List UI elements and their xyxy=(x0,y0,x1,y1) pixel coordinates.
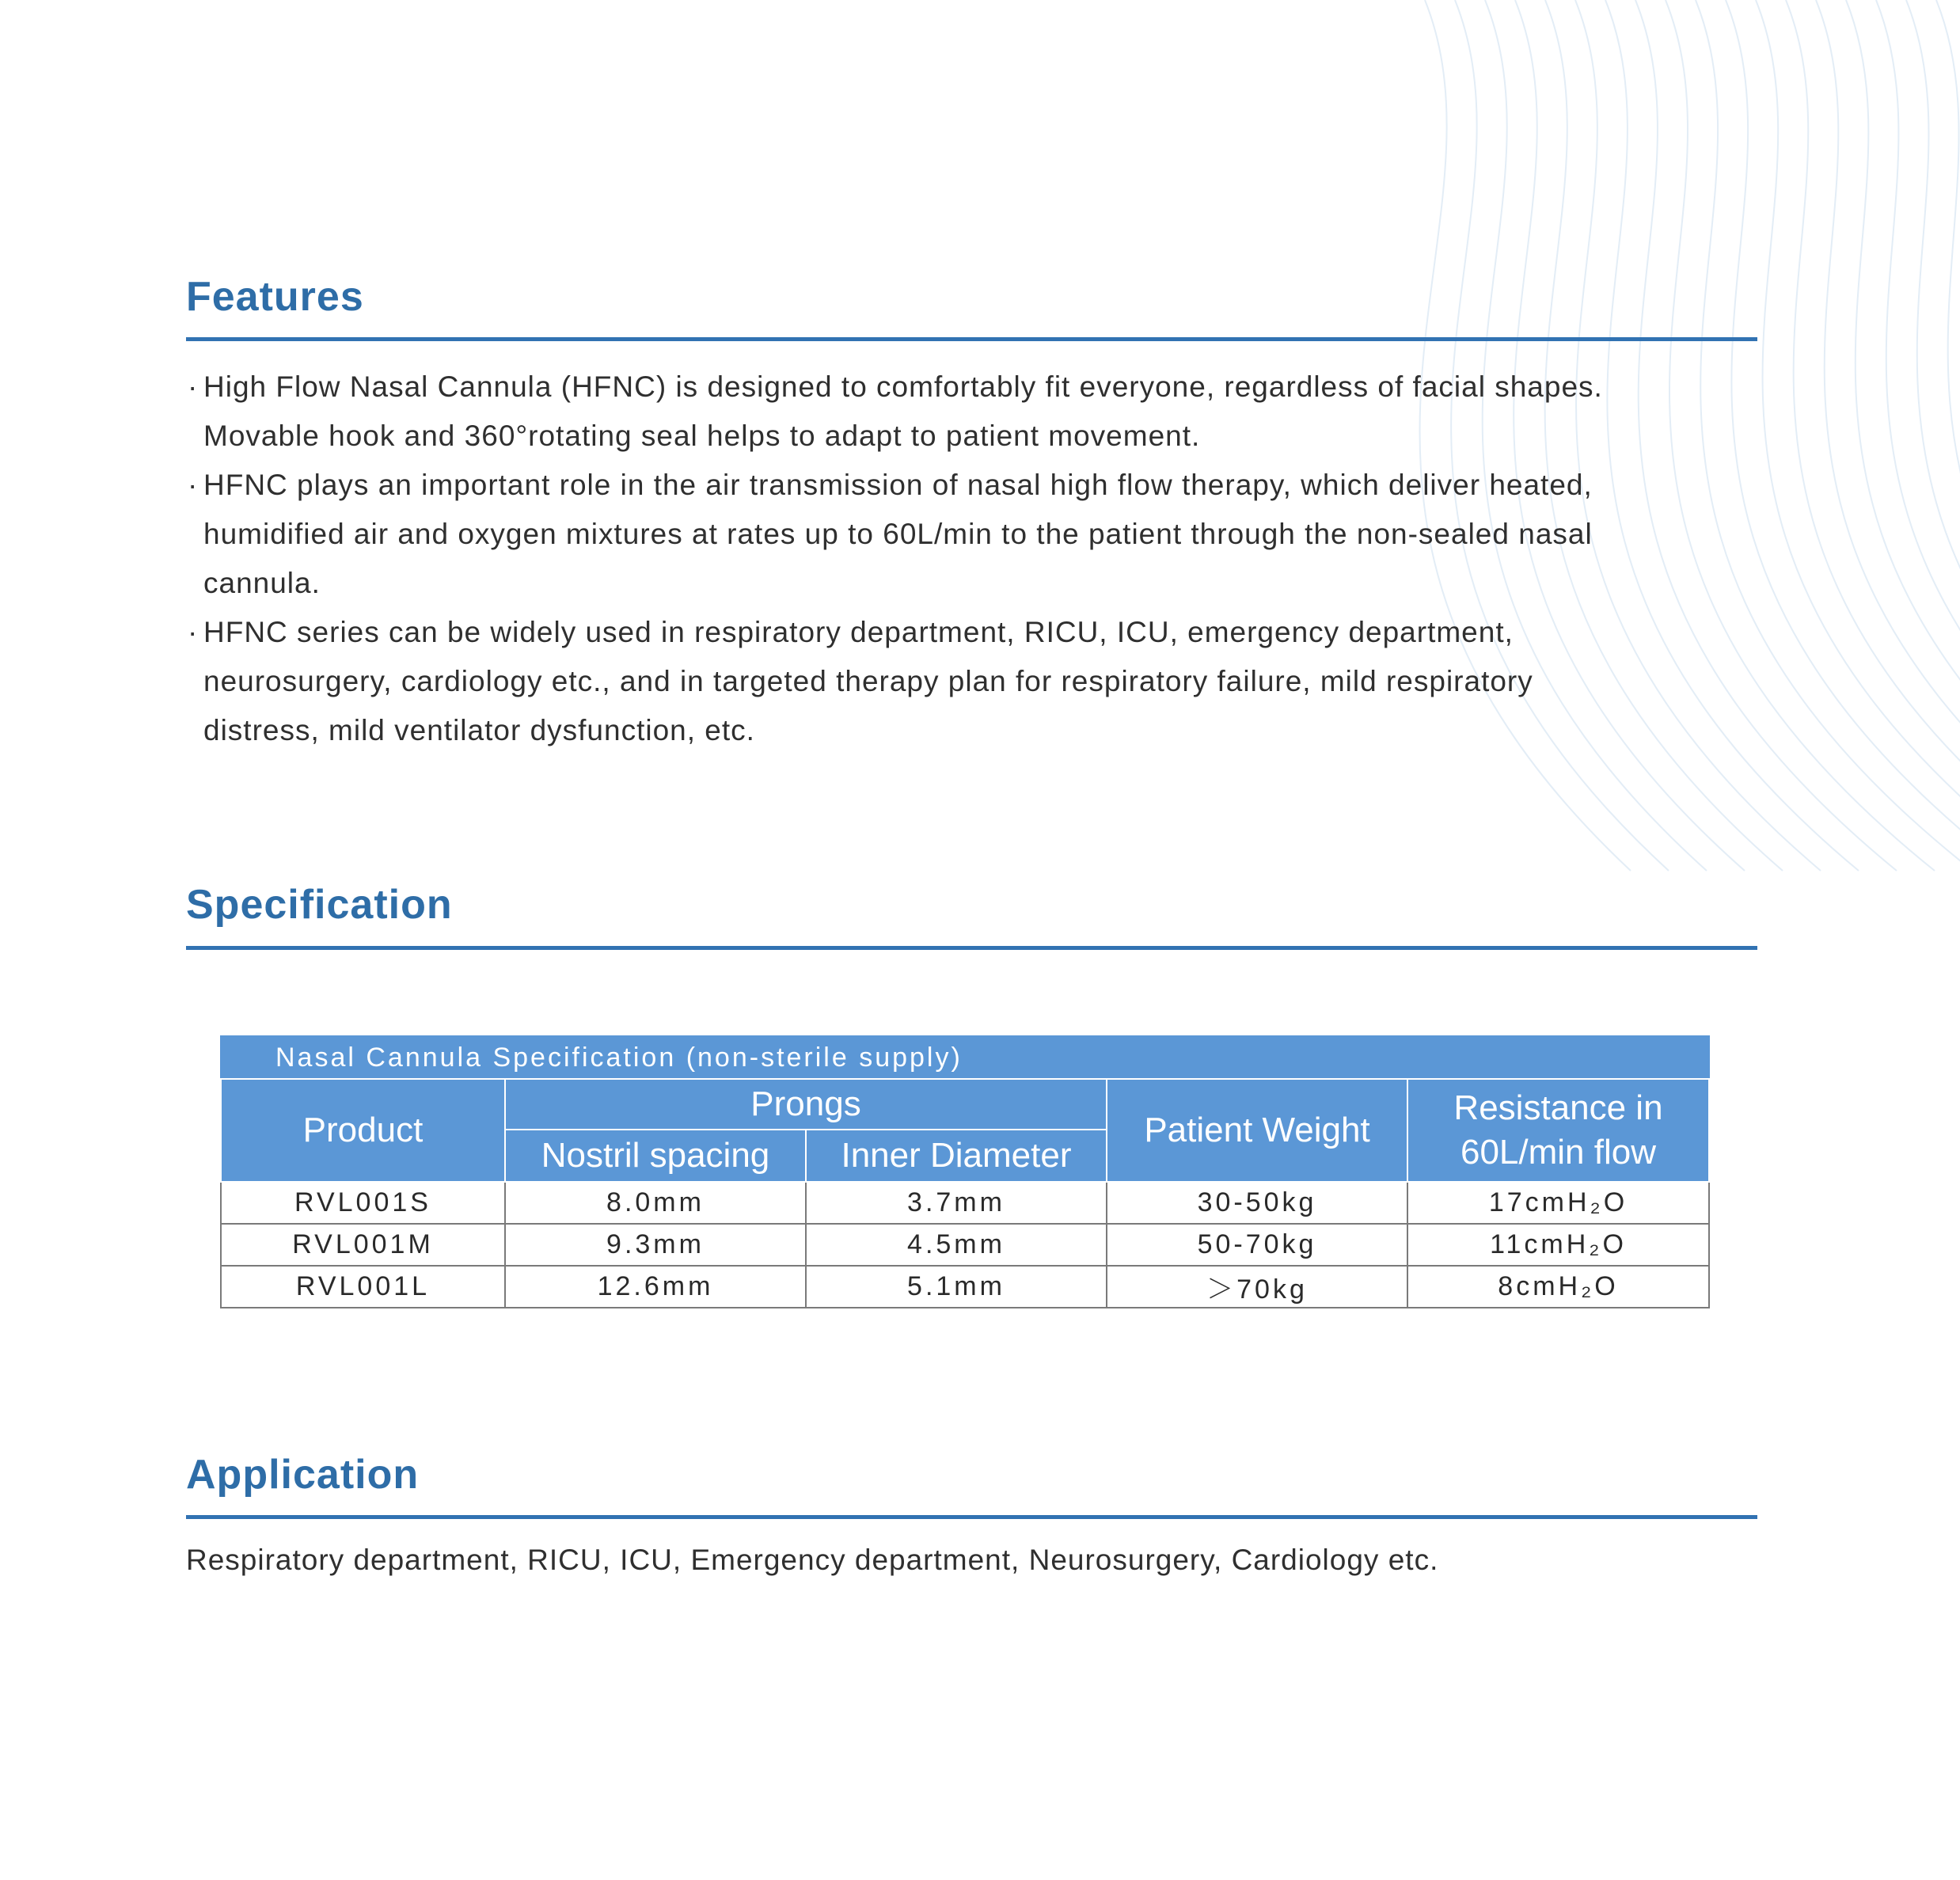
feature-item xyxy=(186,461,1757,608)
header-resistance-line2: 60L/min flow xyxy=(1460,1133,1656,1172)
cell-product: RVL001L xyxy=(221,1266,505,1308)
cell-inner-diameter: 5.1mm xyxy=(806,1266,1107,1308)
cell-resistance: 11cmH₂O xyxy=(1407,1224,1709,1266)
feature-item xyxy=(186,608,1757,755)
cell-product: RVL001M xyxy=(221,1224,505,1266)
feature-line: neurosurgery, cardiology etc., and in targeted therapy plan for respiratory failure, mild respiratory xyxy=(203,665,1533,697)
wave-line xyxy=(1786,0,1960,871)
cell-nostril-spacing: 9.3mm xyxy=(505,1224,806,1266)
feature-line: HFNC series can be widely used in respiratory department, RICU, ICU, emergency department, xyxy=(203,616,1514,648)
header-inner-diameter: Inner Diameter xyxy=(806,1130,1107,1182)
wave-line xyxy=(1726,0,1960,871)
cell-resistance: 17cmH₂O xyxy=(1407,1182,1709,1224)
application-text: Respiratory department, RICU, ICU, Emergency department, Neurosurgery, Cardiology etc. xyxy=(186,1544,1439,1576)
header-nostril-spacing: Nostril spacing xyxy=(505,1130,806,1182)
feature-line: HFNC plays an important role in the air transmission of nasal high flow therapy, which deliver heated, xyxy=(203,469,1593,501)
table-row xyxy=(221,1266,1709,1308)
cell-product: RVL001S xyxy=(221,1182,505,1224)
cell-patient-weight: 50-70kg xyxy=(1107,1224,1407,1266)
cell-resistance: 8cmH₂O xyxy=(1407,1266,1709,1308)
application-heading: Application xyxy=(186,1452,420,1498)
header-patient-weight: Patient Weight xyxy=(1107,1079,1407,1182)
feature-line: humidified air and oxygen mixtures at rates up to 60L/min to the patient through the non-sealed nasal xyxy=(203,518,1593,550)
cell-inner-diameter: 3.7mm xyxy=(806,1182,1107,1224)
header-resistance xyxy=(1407,1079,1709,1182)
bullet-icon: · xyxy=(188,469,199,501)
features-list xyxy=(186,363,1757,755)
wave-line xyxy=(1876,0,1960,871)
features-divider xyxy=(186,337,1757,341)
specification-divider xyxy=(186,946,1757,950)
application-divider xyxy=(186,1515,1757,1519)
feature-item xyxy=(186,363,1757,461)
features-heading: Features xyxy=(186,274,364,320)
bullet-icon: · xyxy=(188,370,199,403)
cell-patient-weight: ＞70kg xyxy=(1107,1266,1407,1308)
table-header-row xyxy=(221,1079,1709,1130)
bullet-icon: · xyxy=(188,616,199,648)
wave-line xyxy=(1756,0,1960,871)
feature-line: distress, mild ventilator dysfunction, etc. xyxy=(203,714,755,746)
header-product: Product xyxy=(221,1079,505,1182)
header-prongs: Prongs xyxy=(505,1079,1107,1130)
cell-nostril-spacing: 8.0mm xyxy=(505,1182,806,1224)
wave-line xyxy=(1816,0,1960,871)
spec-table xyxy=(220,1035,1710,1308)
table-caption: Nasal Cannula Specification (non-sterile supply) xyxy=(221,1036,1709,1079)
table-row xyxy=(221,1182,1709,1224)
feature-line: cannula. xyxy=(203,567,321,599)
cell-nostril-spacing: 12.6mm xyxy=(505,1266,806,1308)
cell-patient-weight: 30-50kg xyxy=(1107,1182,1407,1224)
wave-line xyxy=(1936,0,1960,871)
feature-line: High Flow Nasal Cannula (HFNC) is designed to comfortably fit everyone, regardless of facial shapes. xyxy=(203,370,1603,403)
header-resistance-line1: Resistance in xyxy=(1453,1088,1663,1127)
feature-line: Movable hook and 360°rotating seal helps to adapt to patient movement. xyxy=(203,420,1201,452)
wave-line xyxy=(1906,0,1960,871)
table-caption-row xyxy=(221,1036,1709,1079)
cell-inner-diameter: 4.5mm xyxy=(806,1224,1107,1266)
wave-line xyxy=(1846,0,1960,871)
specification-heading: Specification xyxy=(186,882,453,928)
table-row xyxy=(221,1224,1709,1266)
